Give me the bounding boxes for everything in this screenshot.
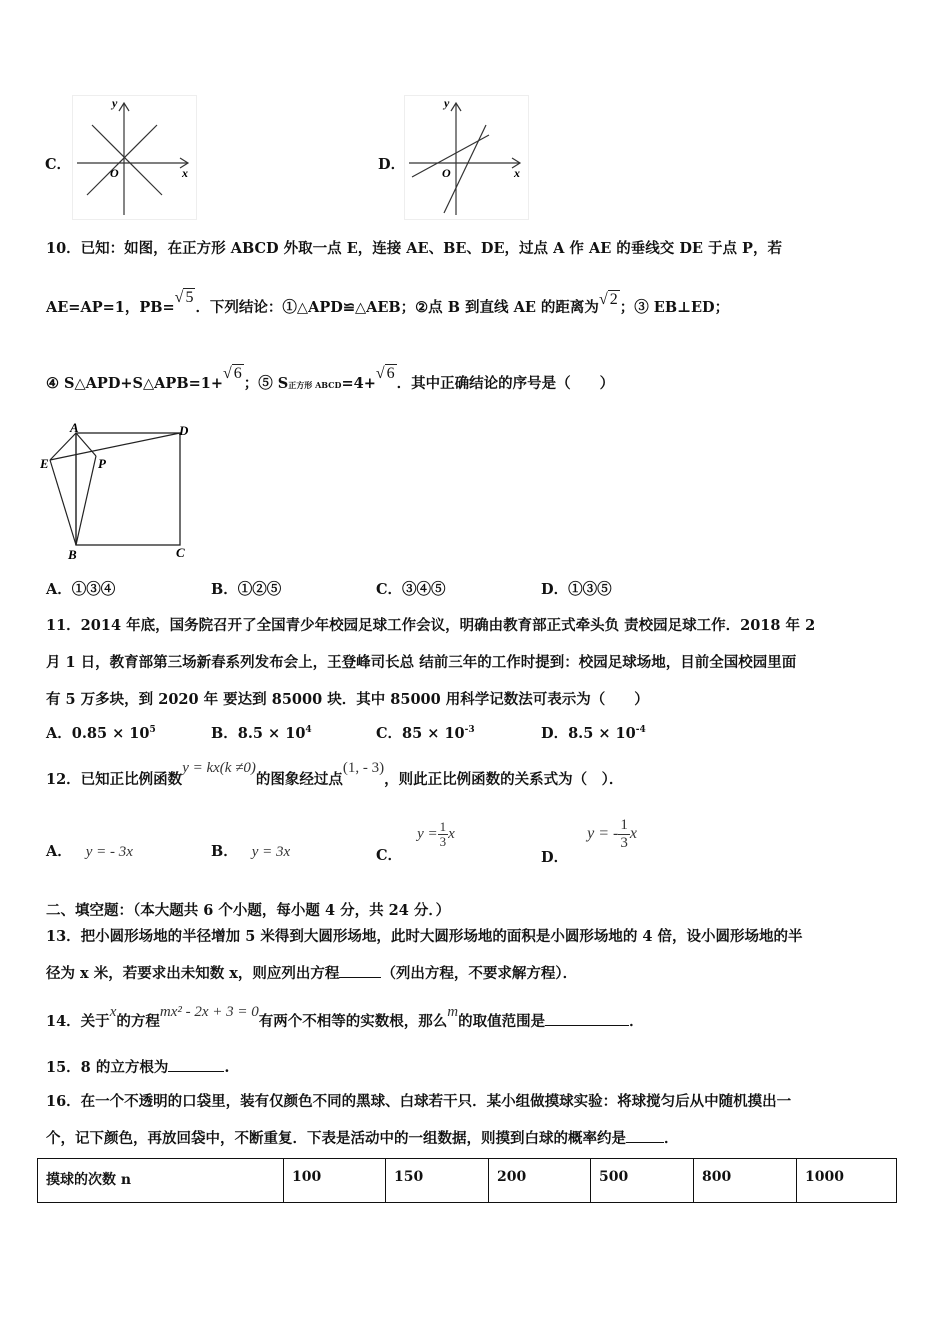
- q15-blank[interactable]: [168, 1057, 224, 1072]
- q10-option-b: B．①②⑤: [211, 581, 282, 598]
- sqrt6b: √ 6: [375, 365, 395, 382]
- q11-line1: 11．2014 年底，国务院召开了全国青少年校园足球工作会议，明确由教育部正式牵头负 责校园足球工作．2018 年 2: [46, 617, 816, 634]
- sqrt6a: √ 6: [222, 365, 242, 382]
- q11-option-a: A．$0.85 \times 10^5$: [46, 725, 156, 742]
- q13-line2: 径为 x 米，若要求出未知数 x，则应列出方程 （列出方程，不要求解方程）．: [46, 965, 578, 982]
- table-cell: 800: [694, 1159, 797, 1203]
- q12-point: (1, - 3): [342, 760, 385, 776]
- q10-line2a: AE=AP=1，PB=: [46, 299, 175, 316]
- section-2-heading: 二、填空题：（本大题共 6 个小题，每小题 4 分，共 24 分．）: [46, 902, 451, 919]
- q15-line: 15．8 的立方根为 .: [46, 1059, 230, 1076]
- q11-option-d: D．$8.5 \times 10^{-4}$: [541, 725, 646, 742]
- graph-d-x: x: [514, 166, 520, 180]
- pt-e: E: [40, 456, 49, 471]
- q10-line2b: ．下列结论：①△APD≌△AEB；②点 B 到直线 AE 的距离为: [195, 299, 599, 316]
- q12-option-a: A． y = - 3x: [46, 843, 133, 860]
- pt-b: B: [68, 547, 77, 562]
- table-cell: 1000: [797, 1159, 897, 1203]
- graph-c-o: O: [110, 166, 119, 180]
- graph-d: [404, 95, 529, 220]
- q10-option-d: D．①③⑤: [541, 581, 612, 598]
- q10-line1: 10．已知：如图，在正方形 ABCD 外取一点 E，连接 AE、BE、DE，过点 A 作 AE 的垂线交 DE 于点 P，若: [46, 240, 782, 257]
- q11-line2: 月 1 日，教育部第三场新春系列发布会上，王登峰司长总 结前三年的工作时提到：校园足球场地，目前全国校园里面: [46, 654, 797, 671]
- graph-d-y: y: [444, 96, 450, 110]
- q10-line3c: =4+: [341, 375, 376, 392]
- pt-p: P: [98, 456, 106, 471]
- q14-blank[interactable]: [545, 1011, 629, 1026]
- q10-line3a: ④ S△APD+S△APB=1+: [46, 375, 223, 392]
- q10-line2c: ；③ EB⊥ED；: [619, 299, 730, 316]
- table-row: [38, 1159, 897, 1203]
- sqrt2: √ 2: [598, 291, 618, 308]
- q12-func: y = kx(k ≠0): [182, 760, 256, 776]
- q10-option-c: C．③④⑤: [376, 581, 446, 598]
- q10-line2: [46, 289, 730, 317]
- graph-c-x: x: [182, 166, 188, 180]
- table-cell: 500: [591, 1159, 694, 1203]
- pt-c: C: [176, 545, 185, 560]
- graph-d-o: O: [442, 166, 451, 180]
- q12-option-c: C． y = $\frac{1}{3}$ x: [376, 819, 455, 865]
- q16-table: [37, 1158, 897, 1203]
- q16-line1: 16．在一个不透明的口袋里，装有仅颜色不同的黑球、白球若干只．某小组做摸球实验：将球搅匀后从中随机摸出一: [46, 1093, 792, 1110]
- q11-option-b: B．$8.5 \times 10^4$: [211, 725, 312, 742]
- q10-line3d: ．其中正确结论的序号是（ ）: [396, 375, 615, 392]
- q10-line3sub: 正方形 ABCD: [288, 380, 342, 390]
- sqrt5: √ 5: [174, 289, 194, 306]
- q11-option-c: C．$85 \times 10^{-3}$: [376, 725, 475, 742]
- q12-mid: 的图象经过点: [255, 771, 343, 788]
- q16-line2: 个，记下颜色，再放回袋中，不断重复．下表是活动中的一组数据，则摸到白球的概率约是 ．: [46, 1130, 679, 1147]
- q12-option-b: B． y = 3x: [211, 843, 291, 860]
- pt-d: D: [179, 423, 189, 438]
- table-cell: 100: [284, 1159, 386, 1203]
- table-cell: 200: [489, 1159, 591, 1203]
- q16-blank[interactable]: [626, 1128, 664, 1143]
- q13-line1: 13．把小圆形场地的半径增加 5 米得到大圆形场地，此时大圆形场地的面积是小圆形场地的 4 倍，设小圆形场地的半: [46, 928, 803, 945]
- option-d-label: D．: [378, 156, 406, 173]
- q14-line: 14．关于x的方程mx² - 2x + 3 = 0有两个不相等的实数根，那么m的取值范围是 ．: [46, 1004, 644, 1030]
- q12-lead: 12．已知正比例函数: [46, 771, 183, 788]
- q10-figure: [40, 420, 200, 562]
- table-cell: 摸球的次数 n: [38, 1159, 284, 1203]
- q12-option-d: D． y = - $\frac{1}{3}$ x: [541, 817, 637, 866]
- q12-tail: ，则此正比例函数的关系式为（ ）．: [384, 771, 624, 788]
- graph-c-y: y: [112, 96, 118, 110]
- q13-blank[interactable]: [339, 963, 381, 978]
- pt-a: A: [70, 420, 79, 435]
- q10-line3b: ；⑤ S: [243, 375, 289, 392]
- q10-line3: [46, 365, 615, 393]
- q11-line3: 有 5 万多块，到 2020 年 要达到 85000 块．其中 85000 用科学记数法可表示为（ ）: [46, 691, 649, 708]
- graph-c: [72, 95, 197, 220]
- q10-option-a: A．①③④: [46, 581, 116, 598]
- table-cell: 150: [386, 1159, 489, 1203]
- option-c-label: C．: [45, 156, 72, 173]
- q12-line: [46, 760, 624, 789]
